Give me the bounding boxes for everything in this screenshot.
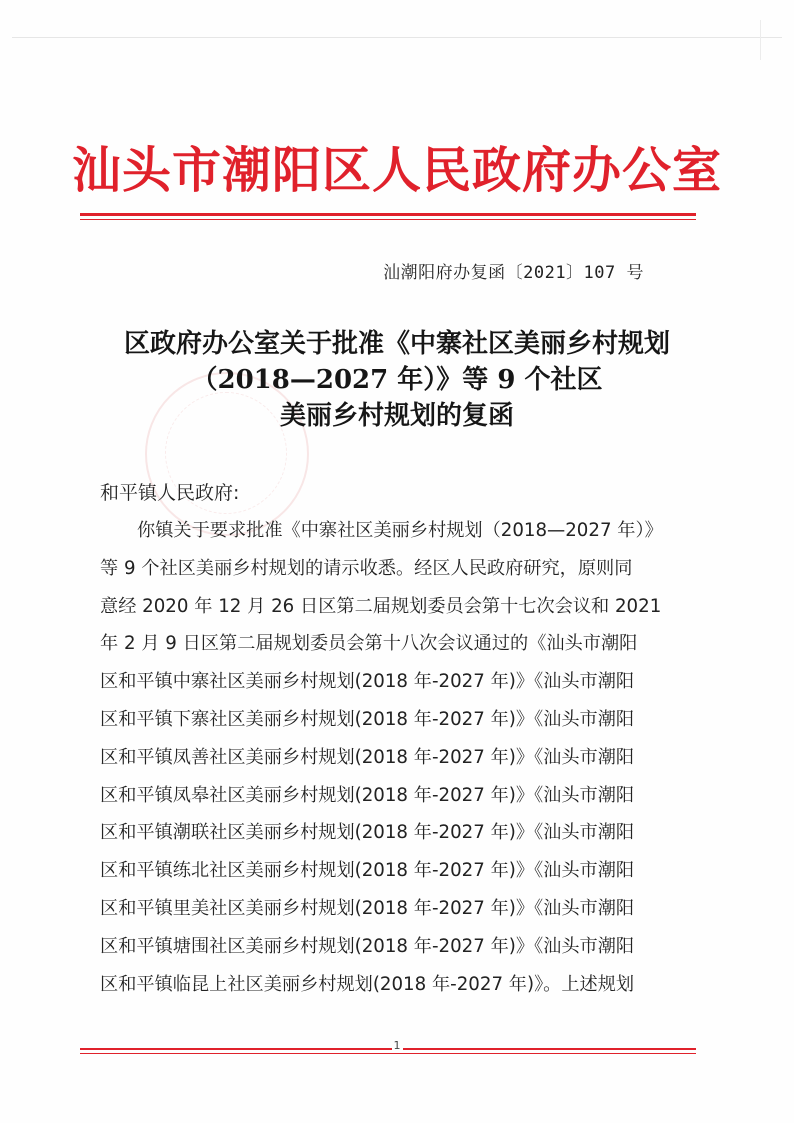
body-paragraph: [100, 512, 700, 1003]
body-line: 等 9 个社区美丽乡村规划的请示收悉。经区人民政府研究，原则同: [100, 557, 633, 579]
issuing-organization-header: 汕头市潮阳区人民政府办公室: [71, 141, 722, 199]
document-number: 汕潮阳府办复函〔2021〕107 号: [383, 263, 644, 283]
body-line: 区和平镇凤皋社区美丽乡村规划(2018 年-2027 年)》《汕头市潮阳: [100, 784, 635, 806]
title-line-2: （2018—2027 年）》等 9 个社区: [191, 365, 603, 395]
body-line: 区和平镇凤善社区美丽乡村规划(2018 年-2027 年)》《汕头市潮阳: [100, 746, 635, 768]
header-red-rule: [80, 213, 696, 216]
footer-red-rule-thin: [80, 1053, 696, 1054]
document-title: [70, 326, 724, 434]
body-line: 意经 2020 年 12 月 26 日区第二届规划委员会第十七次会议和 2021: [100, 595, 662, 617]
title-line-3: 美丽乡村规划的复函: [279, 401, 514, 431]
body-line: 年 2 月 9 日区第二届规划委员会第十八次会议通过的《汕头市潮阳: [100, 633, 638, 655]
salutation: 和平镇人民政府:: [100, 482, 240, 504]
page-number-label: 1: [393, 1039, 401, 1052]
body-line: 区和平镇中寨社区美丽乡村规划(2018 年-2027 年)》《汕头市潮阳: [100, 671, 635, 693]
body-line: 你镇关于要求批准《中寨社区美丽乡村规划（2018—2027 年）》: [137, 520, 663, 541]
body-line: 区和平镇里美社区美丽乡村规划(2018 年-2027 年)》《汕头市潮阳: [100, 897, 635, 919]
page-number: [0, 1039, 794, 1052]
header-red-rule-thin: [80, 219, 696, 220]
scan-edge-top: [12, 37, 782, 38]
body-line: 区和平镇下寨社区美丽乡村规划(2018 年-2027 年)》《汕头市潮阳: [100, 708, 635, 730]
body-line: 区和平镇塘围社区美丽乡村规划(2018 年-2027 年)》《汕头市潮阳: [100, 935, 635, 957]
title-line-1: 区政府办公室关于批准《中寨社区美丽乡村规划: [123, 329, 670, 359]
scan-edge-right: [760, 20, 761, 60]
body-line: 区和平镇练北社区美丽乡村规划(2018 年-2027 年)》《汕头市潮阳: [100, 860, 635, 882]
body-line: 区和平镇潮联社区美丽乡村规划(2018 年-2027 年)》《汕头市潮阳: [100, 822, 635, 844]
body-line: 区和平镇临昆上社区美丽乡村规划(2018 年-2027 年)》。上述规划: [100, 973, 635, 995]
